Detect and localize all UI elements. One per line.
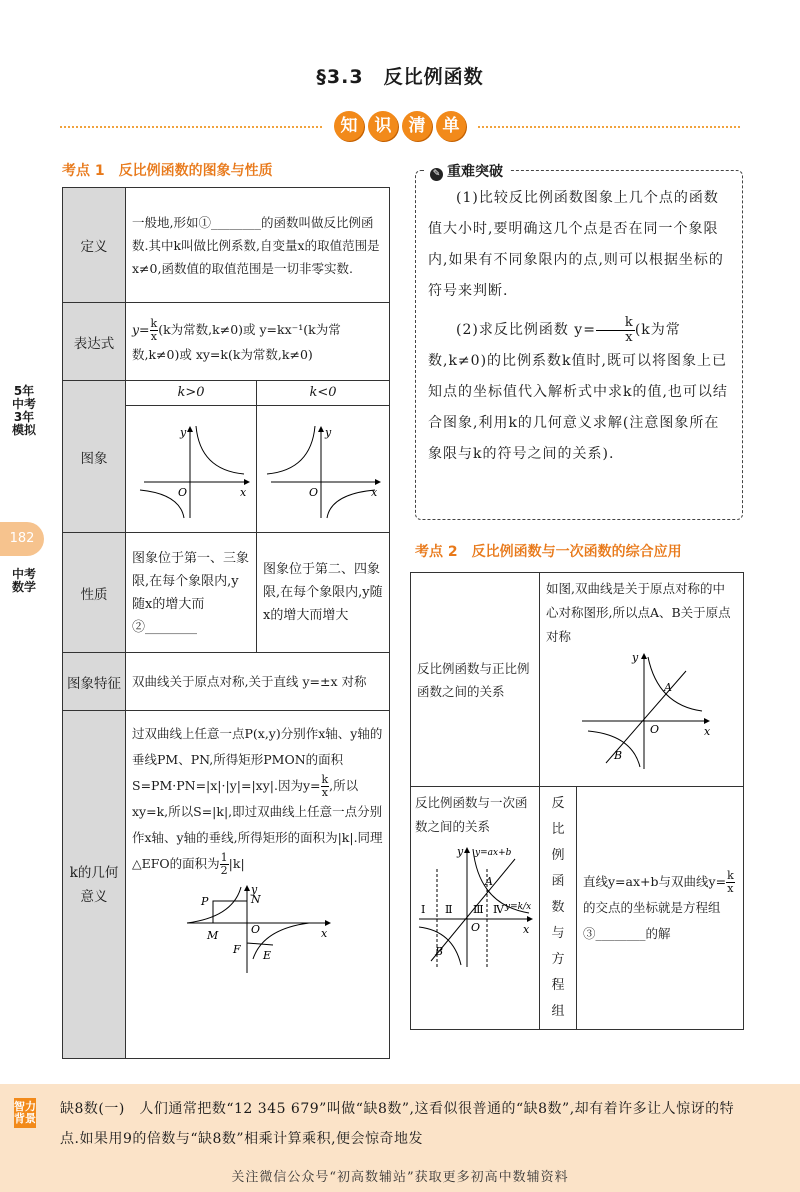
x-label: x bbox=[320, 927, 327, 940]
row2-mid-label: 反比例函数与方程组 bbox=[540, 787, 577, 1030]
tips-box bbox=[415, 164, 743, 520]
x-arrow-icon bbox=[704, 718, 710, 724]
origin-label: O bbox=[309, 486, 319, 499]
line-label: y=ax+b bbox=[475, 848, 512, 858]
hyperbola-branch-q2 bbox=[267, 426, 315, 474]
tip2-b: (k为常数,k≠0)的比例系数k值时,既可以将图象上已知点的坐标值代入解析式中求k的值,也可以结合图象,利用k的几何意义求解(注意图象所在象限与k的符号之间的关系). bbox=[428, 322, 728, 462]
origin-label: O bbox=[250, 923, 260, 936]
y-label: y bbox=[325, 426, 332, 439]
y-arrow-icon bbox=[464, 847, 470, 853]
x-arrow-icon bbox=[527, 916, 533, 922]
denominator: x bbox=[625, 329, 634, 345]
row2-label: 反比例函数与一次函数之间的关系 bbox=[415, 795, 528, 834]
x-label: x bbox=[371, 486, 378, 499]
numerator: k bbox=[150, 316, 158, 330]
denominator: x bbox=[150, 329, 157, 343]
section1-heading: 考点 1 反比例函数的图象与性质 bbox=[62, 163, 273, 179]
hyperbola-label: y=k/x bbox=[505, 902, 532, 912]
proportional-figure bbox=[554, 649, 734, 771]
row1-text: 如图,双曲线是关于原点对称的中心对称图形,所以点A、B关于原点对称 bbox=[546, 581, 731, 644]
row-label: k的几何意义 bbox=[63, 711, 126, 1059]
pencil-icon: ✎ bbox=[430, 168, 443, 181]
side-subject bbox=[0, 568, 46, 594]
fraction bbox=[321, 774, 330, 799]
y-arrow-icon bbox=[641, 653, 647, 659]
k-text-2: ,所以xy=k,所以S=|k|,即过双曲线上任意一点分别作x轴、y轴的垂线,所得矩形的面积为|k|.同理△EFO的面积为 bbox=[132, 778, 383, 871]
fraction bbox=[596, 316, 635, 345]
row-label: 表达式 bbox=[63, 303, 126, 381]
origin-label: O bbox=[178, 486, 188, 499]
graph-neg-cell bbox=[257, 381, 390, 533]
k-meaning-cell bbox=[126, 711, 390, 1059]
point-f-label: F bbox=[232, 943, 241, 956]
fraction-half bbox=[220, 852, 229, 877]
hyperbola-branch-q4 bbox=[250, 923, 309, 959]
y-arrow-icon bbox=[244, 885, 250, 891]
expr-pre: y= bbox=[132, 321, 150, 337]
point-p-label: P bbox=[200, 895, 208, 908]
banner-char: 知 bbox=[334, 111, 364, 141]
y-label: y bbox=[250, 883, 257, 896]
denominator: x bbox=[727, 882, 734, 895]
row-label: 性质 bbox=[63, 533, 126, 653]
bottom-strip bbox=[0, 1084, 800, 1192]
property-pos: 图象位于第一、三象限,在每个象限内,y随x的增大而②________ bbox=[126, 533, 257, 653]
knowledge-banner bbox=[328, 110, 472, 142]
x-arrow-icon bbox=[325, 920, 331, 926]
graph-pos-cell bbox=[126, 381, 257, 533]
region-2-label: Ⅱ bbox=[445, 903, 453, 916]
row-label: 定义 bbox=[63, 188, 126, 303]
k-geometry-figure bbox=[183, 883, 333, 975]
origin-label: O bbox=[471, 921, 481, 934]
fraction bbox=[726, 870, 735, 895]
point-b-label: B bbox=[614, 749, 623, 762]
subject-label: 中考数学 bbox=[12, 567, 37, 594]
feature-text: 双曲线关于原点对称,关于直线 y=±x 对称 bbox=[126, 653, 390, 711]
banner-char: 清 bbox=[402, 111, 432, 141]
x-label: x bbox=[240, 486, 247, 499]
point-e-label: E bbox=[262, 949, 271, 962]
rectangle-pmon bbox=[213, 901, 247, 923]
point-a-label: A bbox=[664, 681, 672, 694]
region-3-label: Ⅲ bbox=[473, 903, 484, 916]
numerator: k bbox=[596, 316, 635, 331]
row-label: 图象特征 bbox=[63, 653, 126, 711]
y-label: y bbox=[180, 426, 187, 439]
definition-text: 一般地,形如①________的函数叫做反比例函数.其中k叫做比例系数,自变量x的取值范围是x≠0,函数值的取值范围是一切非零实数. bbox=[126, 188, 390, 303]
y-arrow-icon bbox=[187, 426, 193, 432]
section1-table bbox=[62, 187, 390, 1059]
page-title: §3.3 反比例函数 bbox=[316, 66, 484, 88]
x-arrow-icon bbox=[244, 479, 250, 485]
graph-neg-heading: k<0 bbox=[257, 381, 389, 406]
x-label: x bbox=[523, 923, 530, 936]
row1-label: 反比例函数与正比例函数之间的关系 bbox=[411, 573, 540, 787]
tip-paragraph-1: (1)比较反比例函数图象上几个点的函数值大小时,要明确这几个点是否在同一个象限内,如果有不同象限内的点,则可以根据坐标的符号来判断. bbox=[428, 190, 724, 299]
x-label: x bbox=[704, 725, 711, 738]
banner-divider-right bbox=[478, 126, 740, 128]
banner-char: 单 bbox=[436, 111, 466, 141]
property-neg: 图象位于第二、四象限,在每个象限内,y随x的增大而增大 bbox=[257, 533, 390, 653]
row2-text-1: 直线y=ax+b与双曲线y= bbox=[583, 874, 727, 889]
point-b-label: B bbox=[435, 945, 444, 958]
graph-k-positive bbox=[126, 406, 254, 528]
hyperbola-branch-q1 bbox=[196, 426, 244, 474]
graph-k-negative bbox=[257, 406, 385, 528]
hyperbola-branch-q4 bbox=[327, 490, 375, 518]
banner-divider-left bbox=[60, 126, 322, 128]
y-label: y bbox=[632, 651, 639, 664]
row2-text-2: 的交点的坐标就是方程组③________的解 bbox=[583, 900, 721, 941]
k-text-3: |k| bbox=[228, 856, 245, 871]
denominator: x bbox=[321, 786, 328, 799]
tip-paragraph-2 bbox=[428, 315, 732, 470]
region-4-label: Ⅳ bbox=[493, 903, 504, 916]
tips-heading: 重难突破 bbox=[447, 164, 503, 180]
row1-content bbox=[540, 573, 744, 787]
background-tag: 智力背景 bbox=[14, 1098, 36, 1128]
linear-figure bbox=[415, 839, 535, 969]
numerator: k bbox=[321, 773, 329, 786]
footer-note: 关注微信公众号“初高数辅站”获取更多初高中数辅资料 bbox=[231, 1170, 569, 1185]
side-label bbox=[0, 385, 46, 437]
y-arrow-icon bbox=[318, 426, 324, 432]
banner-char: 识 bbox=[368, 111, 398, 141]
origin-label: O bbox=[650, 723, 660, 736]
tip2-a: (2)求反比例函数 y= bbox=[456, 322, 596, 338]
k-text-1: 过双曲线上任意一点P(x,y)分别作x轴、y轴的垂线PM、PN,所得矩形PMON的面积S=PM·PN=|x|·|y|=|xy|.因为y= bbox=[132, 726, 383, 793]
section2-table bbox=[410, 572, 744, 1030]
row2-content bbox=[577, 787, 744, 1030]
fraction bbox=[150, 318, 159, 343]
page-number: 182 bbox=[0, 522, 44, 556]
point-n-label: N bbox=[250, 893, 261, 906]
tips-header bbox=[424, 161, 509, 181]
expression-cell bbox=[126, 303, 390, 381]
y-label: y bbox=[457, 845, 464, 858]
point-a-label: A bbox=[485, 875, 493, 888]
numerator: 1 bbox=[220, 851, 228, 864]
series-label: 5年中考3年模拟 bbox=[12, 384, 37, 437]
graph-pos-heading: k>0 bbox=[126, 381, 256, 406]
section2-heading: 考点 2 反比例函数与一次函数的综合应用 bbox=[415, 544, 682, 560]
denominator: 2 bbox=[220, 864, 228, 877]
region-1-label: Ⅰ bbox=[421, 903, 426, 916]
x-arrow-icon bbox=[375, 479, 381, 485]
background-text: 缺8数(一) 人们通常把数“12 345 679”叫做“缺8数”,这看似很普通的“缺8数”,却有着许多让人惊讶的特点.如果用9的倍数与“缺8数”相乘计算乘积,便会惊奇地发 bbox=[60, 1101, 735, 1147]
numerator: k bbox=[727, 869, 734, 882]
row2-label-cell bbox=[411, 787, 540, 1030]
row-label: 图象 bbox=[63, 381, 126, 533]
expr-post: (k为常数,k≠0)或 y=kx⁻¹(k为常数,k≠0)或 xy=k(k为常数,k≠0) bbox=[132, 321, 341, 362]
point-m-label: M bbox=[206, 929, 218, 942]
hyperbola-branch-q2 bbox=[187, 887, 241, 923]
